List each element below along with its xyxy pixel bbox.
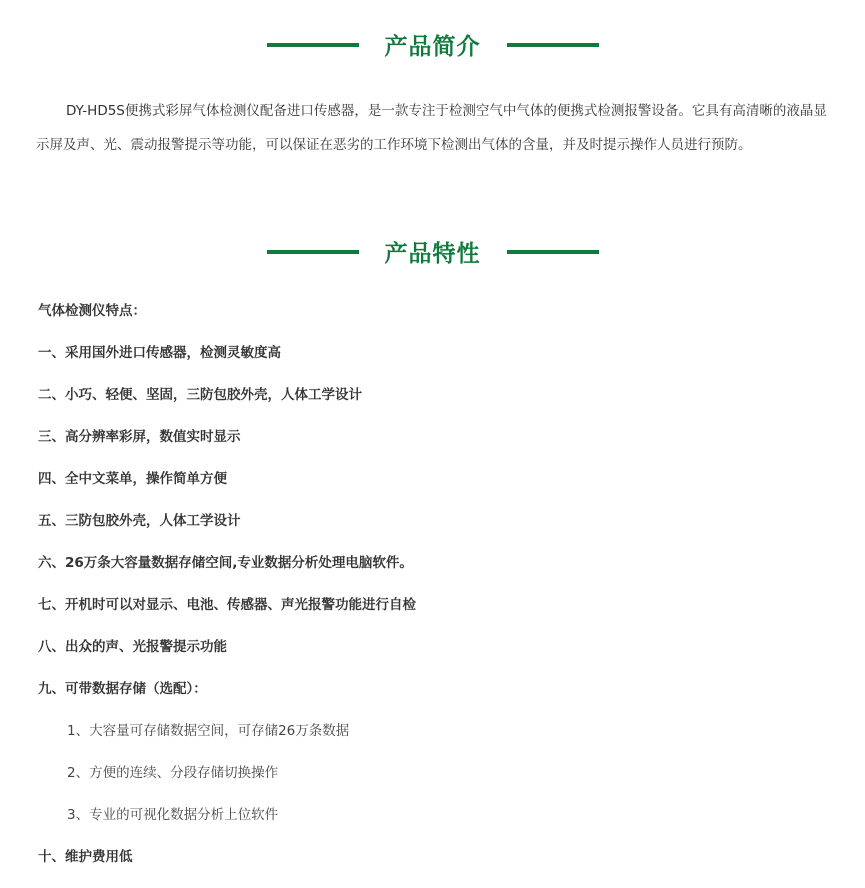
header-divider-left — [267, 43, 359, 47]
feature-item: 十、维护费用低 — [38, 849, 133, 865]
feature-item: 四、全中文菜单，操作简单方便 — [38, 471, 227, 487]
feature-sub-item: 3、专业的可视化数据分析上位软件 — [67, 807, 279, 823]
feature-item: 八、出众的声、光报警提示功能 — [38, 639, 227, 655]
feature-list-heading: 气体检测仪特点： — [38, 303, 146, 319]
feature-item: 五、三防包胶外壳，人体工学设计 — [38, 513, 241, 529]
feature-sub-item: 2、方便的连续、分段存储切换操作 — [67, 765, 279, 781]
section-header-features — [0, 235, 865, 268]
header-divider-right — [507, 250, 599, 254]
feature-sub-item: 1、大容量可存储数据空间，可存储26万条数据 — [67, 723, 350, 739]
section-title-features: 产品特性 — [384, 241, 481, 267]
section-header-intro — [0, 28, 865, 61]
feature-item: 三、高分辨率彩屏，数值实时显示 — [38, 429, 241, 445]
section-title-intro: 产品简介 — [384, 34, 481, 60]
header-divider-left — [267, 250, 359, 254]
intro-paragraph: DY-HD5S便携式彩屏气体检测仪配备进口传感器，是一款专注于检测空气中气体的便携式检测报警设备。它具有高清晰的液晶显示屏及声、光、震动报警提示等功能，可以保证在恶劣的工作环境下检测出气体的含量，并及时提示操作人员进行预防。 — [36, 103, 827, 153]
header-divider-right — [507, 43, 599, 47]
feature-item: 一、采用国外进口传感器，检测灵敏度高 — [38, 345, 281, 361]
feature-item: 六、26万条大容量数据存储空间,专业数据分析处理电脑软件。 — [38, 555, 413, 571]
feature-item: 七、开机时可以对显示、电池、传感器、声光报警功能进行自检 — [38, 597, 416, 613]
feature-item: 九、可带数据存储（选配）： — [38, 681, 207, 697]
feature-item: 二、小巧、轻便、坚固，三防包胶外壳，人体工学设计 — [38, 387, 362, 403]
feature-list — [38, 300, 838, 888]
